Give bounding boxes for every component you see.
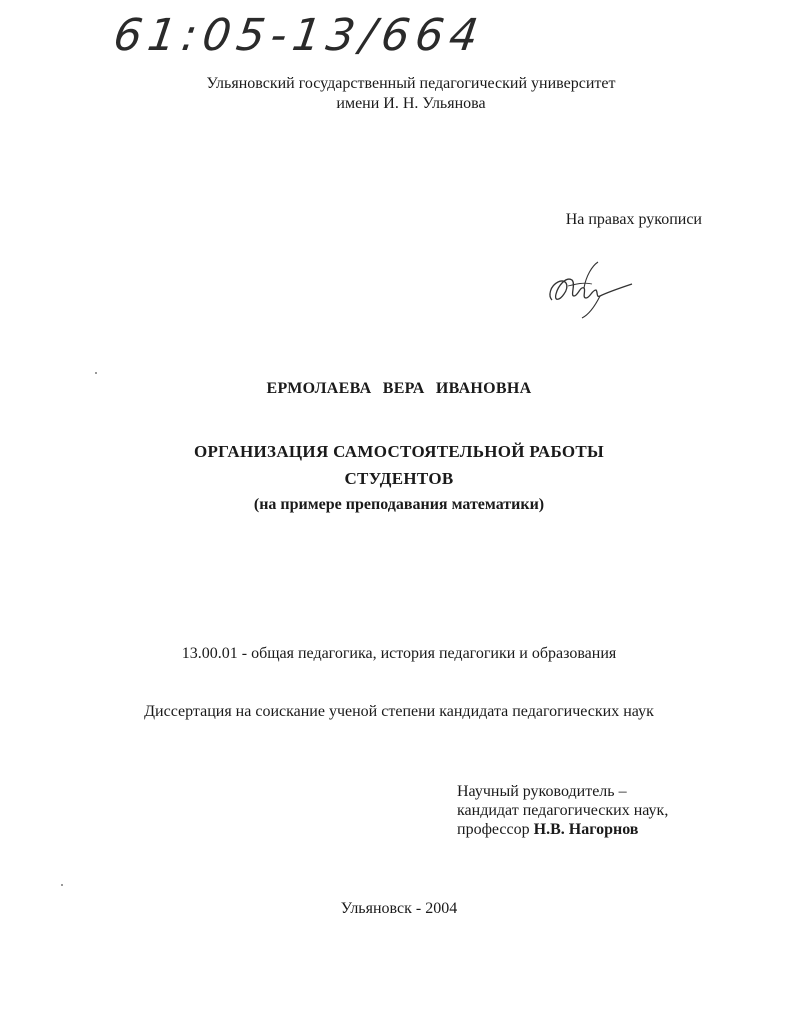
manuscript-note: На правах рукописи — [565, 211, 702, 228]
supervisor-rank: профессор — [457, 821, 530, 838]
dissertation-title — [0, 438, 798, 492]
university-name-line2: имени И. Н. Ульянова — [336, 95, 486, 112]
title-line1: ОРГАНИЗАЦИЯ САМОСТОЯТЕЛЬНОЙ РАБОТЫ — [193, 442, 605, 461]
handwritten-shelfmark — [108, 4, 528, 70]
dissertation-subtitle: (на примере преподавания математики) — [253, 496, 545, 513]
supervisor-name: Н.В. Нагорнов — [533, 821, 639, 838]
scan-speck — [61, 884, 63, 886]
university-name-line1: Ульяновский государственный педагогический университет — [206, 75, 616, 92]
degree-statement: Диссертация на соискание ученой степени кандидата педагогических наук — [144, 703, 654, 720]
specialty-code: 13.00.01 - общая педагогика, история педагогики и образования — [181, 645, 617, 662]
author-name: ЕРМОЛАЕВА ВЕРА ИВАНОВНА — [266, 380, 532, 397]
handwritten-signature — [540, 256, 640, 324]
city-year: Ульяновск - 2004 — [340, 900, 458, 917]
scan-speck — [95, 372, 97, 374]
supervisor-title-line — [457, 820, 668, 839]
university-header — [0, 74, 798, 114]
supervisor-role: Научный руководитель – — [457, 783, 627, 800]
title-line2: СТУДЕНТОВ — [344, 469, 454, 488]
supervisor-block — [457, 782, 668, 839]
supervisor-degree: кандидат педагогических наук, — [457, 802, 669, 819]
shelfmark-text: 61:05-13/664 — [110, 10, 488, 61]
